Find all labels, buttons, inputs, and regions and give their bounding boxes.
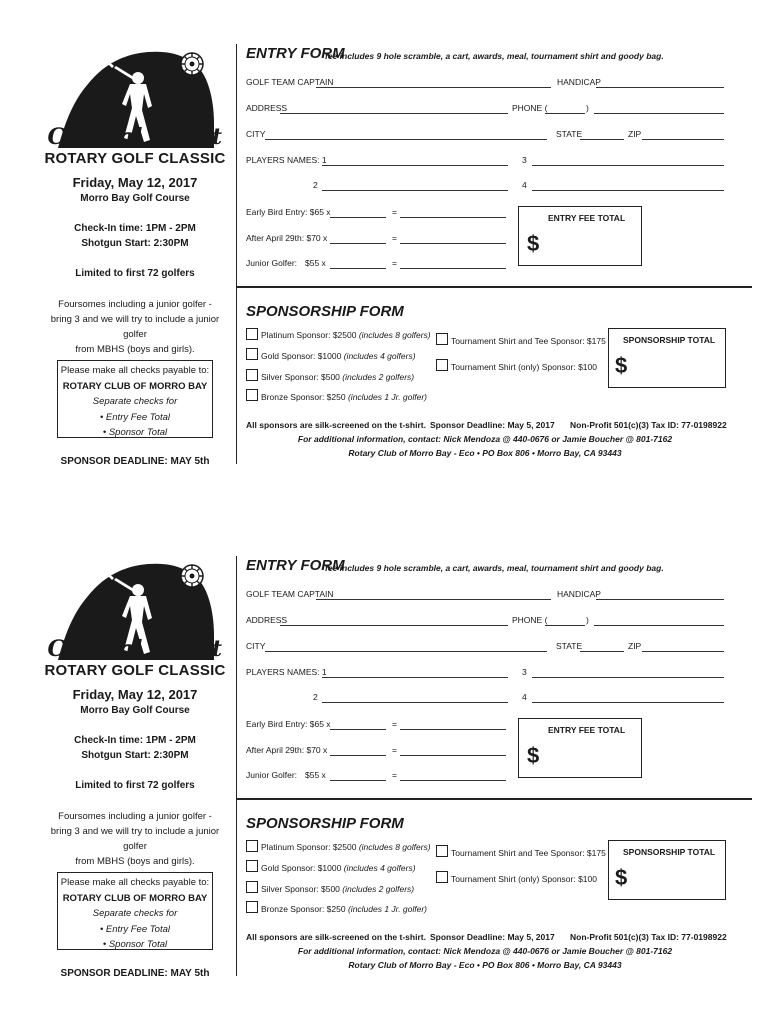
checks-line-1: Please make all checks payable to: (60, 877, 210, 888)
phone-area-field[interactable] (545, 113, 585, 114)
shirt-sponsor-checkbox[interactable] (436, 359, 448, 371)
sponsorship-total-box[interactable] (608, 840, 726, 900)
checks-line-2: ROTARY CLUB OF MORRO BAY (62, 892, 208, 904)
zip-label: ZIP (628, 641, 642, 651)
early-bird-eq: = (392, 207, 397, 217)
silk-screen-note: All sponsors are silk-screened on the t-shirt. (246, 420, 426, 430)
event-course: Morro Bay Golf Course (80, 705, 190, 716)
player-3-label: 3 (522, 667, 527, 677)
junior-total[interactable] (400, 780, 506, 781)
after-april-total[interactable] (400, 755, 506, 756)
junior-label: Junior Golfer: (246, 258, 298, 268)
handicap-label: HANDICAP (557, 77, 601, 87)
captain-field[interactable] (316, 599, 551, 600)
zip-label: ZIP (628, 129, 642, 139)
player-2-label: 2 (313, 692, 318, 702)
shotgun-start: Shotgun Start: 2:30PM (81, 750, 189, 761)
player-2-field[interactable] (322, 190, 508, 191)
state-label: STATE (556, 129, 583, 139)
city-label: CITY (246, 641, 266, 651)
checks-line-2: ROTARY CLUB OF MORRO BAY (62, 380, 208, 392)
early-bird-total[interactable] (400, 217, 506, 218)
player-4-field[interactable] (532, 702, 724, 703)
entry-fee-total-label: ENTRY FEE TOTAL (548, 213, 626, 223)
after-april-total[interactable] (400, 243, 506, 244)
address-field[interactable] (280, 625, 508, 626)
early-bird-label: Early Bird Entry: $65 x (246, 719, 331, 729)
rotary-emblem-icon (181, 53, 203, 75)
checks-line-4: • Entry Fee Total (99, 411, 171, 423)
form-copy (0, 512, 770, 1024)
limited-note: Limited to first 72 golfers (75, 780, 195, 791)
shirt-sponsor-option: Tournament Shirt (only) Sponsor: $100 (451, 362, 597, 372)
junior-eq: = (392, 770, 397, 780)
junior-price: $55 x (305, 770, 326, 780)
checks-payable-box (57, 360, 213, 438)
sponsorship-total-box[interactable] (608, 328, 726, 388)
zip-field[interactable] (642, 651, 724, 652)
city-field[interactable] (265, 139, 547, 140)
checks-line-3: Separate checks for (92, 908, 178, 919)
handicap-field[interactable] (596, 599, 724, 600)
bronze-option: Bronze Sponsor: $250 (includes 1 Jr. golfer) (261, 904, 428, 914)
silver-checkbox[interactable] (246, 881, 258, 893)
player-4-label: 4 (522, 180, 527, 190)
bronze-checkbox[interactable] (246, 901, 258, 913)
foursome-line-1: Foursomes including a junior golfer - (58, 811, 212, 822)
tax-id-note: Non-Profit 501(c)(3) Tax ID: 77-0198922 (570, 932, 727, 942)
early-bird-qty[interactable] (330, 729, 386, 730)
brand-script: Central Coast (47, 636, 223, 662)
player-4-label: 4 (522, 692, 527, 702)
platinum-option: Platinum Sponsor: $2500 (includes 8 golfers) (261, 842, 431, 852)
address-label: ADDRESS (246, 615, 288, 625)
captain-label: GOLF TEAM CAPTAIN (246, 77, 334, 87)
section-divider (236, 798, 752, 800)
entry-fee-total-label: ENTRY FEE TOTAL (548, 725, 626, 735)
gold-checkbox[interactable] (246, 860, 258, 872)
after-april-label: After April 29th: $70 x (246, 745, 328, 755)
junior-qty[interactable] (330, 268, 386, 269)
after-april-eq: = (392, 745, 397, 755)
event-course: Morro Bay Golf Course (80, 193, 190, 204)
foursome-line-1: Foursomes including a junior golfer - (58, 299, 212, 310)
players-label: PLAYERS NAMES: 1 (246, 155, 327, 165)
bronze-checkbox[interactable] (246, 389, 258, 401)
zip-field[interactable] (642, 139, 724, 140)
limited-note: Limited to first 72 golfers (75, 268, 195, 279)
after-april-eq: = (392, 233, 397, 243)
platinum-checkbox[interactable] (246, 328, 258, 340)
sponsor-deadline: SPONSOR DEADLINE: MAY 5th (60, 968, 210, 979)
player-2-field[interactable] (322, 702, 508, 703)
tee-sponsor-checkbox[interactable] (436, 333, 448, 345)
sponsorship-form-title: SPONSORSHIP FORM (246, 303, 404, 320)
section-divider (236, 286, 752, 288)
player-3-field[interactable] (532, 165, 724, 166)
handicap-field[interactable] (596, 87, 724, 88)
foursome-note (40, 297, 230, 357)
phone-area-field[interactable] (545, 625, 585, 626)
checks-line-1: Please make all checks payable to: (60, 365, 210, 376)
column-divider (236, 44, 237, 464)
captain-field[interactable] (316, 87, 551, 88)
checks-line-5: • Sponsor Total (102, 939, 168, 950)
silver-checkbox[interactable] (246, 369, 258, 381)
foursome-line-2: bring 3 and we will try to include a junior golfer (50, 826, 220, 852)
player-1-field[interactable] (322, 677, 508, 678)
foursome-line-3: from MBHS (boys and girls). (75, 856, 195, 867)
brand-title: ROTARY GOLF CLASSIC (44, 150, 226, 167)
gold-option: Gold Sponsor: $1000 (includes 4 golfers) (261, 863, 416, 873)
shirt-sponsor-option: Tournament Shirt (only) Sponsor: $100 (451, 874, 597, 884)
tee-sponsor-option: Tournament Shirt and Tee Sponsor: $175 (451, 848, 606, 858)
entry-form-subtitle: fee includes 9 hole scramble, a cart, awards, meal, tournament shirt and goody bag. (325, 563, 664, 573)
city-field[interactable] (265, 651, 547, 652)
brand-script: Central Coast (47, 124, 223, 150)
shotgun-start: Shotgun Start: 2:30PM (81, 238, 189, 249)
club-address: Rotary Club of Morro Bay - Eco • PO Box 806 • Morro Bay, CA 93443 (348, 448, 622, 458)
foursome-line-2: bring 3 and we will try to include a junior golfer (50, 314, 220, 340)
junior-label: Junior Golfer: (246, 770, 298, 780)
entry-fee-dollar: $ (527, 231, 540, 256)
sponsorship-total-label: SPONSORSHIP TOTAL (623, 335, 716, 345)
phone-close: ) (586, 615, 589, 625)
contact-info: For additional information, contact: Nick Mendoza @ 440-0676 or Jamie Boucher @ 801-7162 (297, 946, 673, 956)
state-field[interactable] (580, 651, 624, 652)
player-4-field[interactable] (532, 190, 724, 191)
foursome-line-3: from MBHS (boys and girls). (75, 344, 195, 355)
junior-total[interactable] (400, 268, 506, 269)
early-bird-qty[interactable] (330, 217, 386, 218)
player-1-field[interactable] (322, 165, 508, 166)
state-field[interactable] (580, 139, 624, 140)
after-april-qty[interactable] (330, 755, 386, 756)
tee-sponsor-checkbox[interactable] (436, 845, 448, 857)
player-2-label: 2 (313, 180, 318, 190)
after-april-label: After April 29th: $70 x (246, 233, 328, 243)
early-bird-label: Early Bird Entry: $65 x (246, 207, 331, 217)
tee-sponsor-option: Tournament Shirt and Tee Sponsor: $175 (451, 336, 606, 346)
gold-option: Gold Sponsor: $1000 (includes 4 golfers) (261, 351, 416, 361)
foursome-note (40, 809, 230, 869)
contact-info: For additional information, contact: Nick Mendoza @ 440-0676 or Jamie Boucher @ 801-7162 (297, 434, 673, 444)
checks-line-4: • Entry Fee Total (99, 923, 171, 935)
entry-fee-dollar: $ (527, 743, 540, 768)
platinum-option: Platinum Sponsor: $2500 (includes 8 golfers) (261, 330, 431, 340)
city-label: CITY (246, 129, 266, 139)
sponsorship-dollar: $ (615, 865, 628, 890)
entry-fee-total-box[interactable] (518, 206, 642, 266)
state-label: STATE (556, 641, 583, 651)
silver-option: Silver Sponsor: $500 (includes 2 golfers) (261, 884, 415, 894)
phone-number-field[interactable] (594, 625, 724, 626)
sponsor-deadline: SPONSOR DEADLINE: MAY 5th (60, 456, 210, 467)
player-3-label: 3 (522, 155, 527, 165)
phone-label: PHONE ( (512, 615, 548, 625)
event-date: Friday, May 12, 2017 (72, 175, 198, 190)
sponsorship-dollar: $ (615, 353, 628, 378)
entry-form-subtitle: fee includes 9 hole scramble, a cart, awards, meal, tournament shirt and goody bag. (325, 51, 664, 61)
phone-label: PHONE ( (512, 103, 548, 113)
junior-qty[interactable] (330, 780, 386, 781)
gold-checkbox[interactable] (246, 348, 258, 360)
entry-form-title: ENTRY FORM (246, 557, 345, 574)
players-label: PLAYERS NAMES: 1 (246, 667, 327, 677)
captain-label: GOLF TEAM CAPTAIN (246, 589, 334, 599)
rotary-emblem-icon (181, 565, 203, 587)
tax-id-note: Non-Profit 501(c)(3) Tax ID: 77-0198922 (570, 420, 727, 430)
checkin-time: Check-In time: 1PM - 2PM (74, 735, 196, 746)
sponsor-deadline-note: Sponsor Deadline: May 5, 2017 (430, 932, 555, 942)
sponsorship-form-title: SPONSORSHIP FORM (246, 815, 404, 832)
phone-number-field[interactable] (594, 113, 724, 114)
entry-fee-total-box[interactable] (518, 718, 642, 778)
column-divider (236, 556, 237, 976)
player-3-field[interactable] (532, 677, 724, 678)
address-field[interactable] (280, 113, 508, 114)
early-bird-total[interactable] (400, 729, 506, 730)
sponsor-deadline-note: Sponsor Deadline: May 5, 2017 (430, 420, 555, 430)
brand-title: ROTARY GOLF CLASSIC (44, 662, 226, 679)
checks-payable-box (57, 872, 213, 950)
bronze-option: Bronze Sponsor: $250 (includes 1 Jr. golfer) (261, 392, 428, 402)
sponsorship-total-label: SPONSORSHIP TOTAL (623, 847, 716, 857)
entry-form-title: ENTRY FORM (246, 45, 345, 62)
handicap-label: HANDICAP (557, 589, 601, 599)
early-bird-eq: = (392, 719, 397, 729)
club-address: Rotary Club of Morro Bay - Eco • PO Box 806 • Morro Bay, CA 93443 (348, 960, 622, 970)
checks-line-3: Separate checks for (92, 396, 178, 407)
silver-option: Silver Sponsor: $500 (includes 2 golfers) (261, 372, 415, 382)
address-label: ADDRESS (246, 103, 288, 113)
event-date: Friday, May 12, 2017 (72, 687, 198, 702)
junior-price: $55 x (305, 258, 326, 268)
shirt-sponsor-checkbox[interactable] (436, 871, 448, 883)
phone-close: ) (586, 103, 589, 113)
after-april-qty[interactable] (330, 243, 386, 244)
checkin-time: Check-In time: 1PM - 2PM (74, 223, 196, 234)
checks-line-5: • Sponsor Total (102, 427, 168, 438)
silk-screen-note: All sponsors are silk-screened on the t-shirt. (246, 932, 426, 942)
platinum-checkbox[interactable] (246, 840, 258, 852)
junior-eq: = (392, 258, 397, 268)
